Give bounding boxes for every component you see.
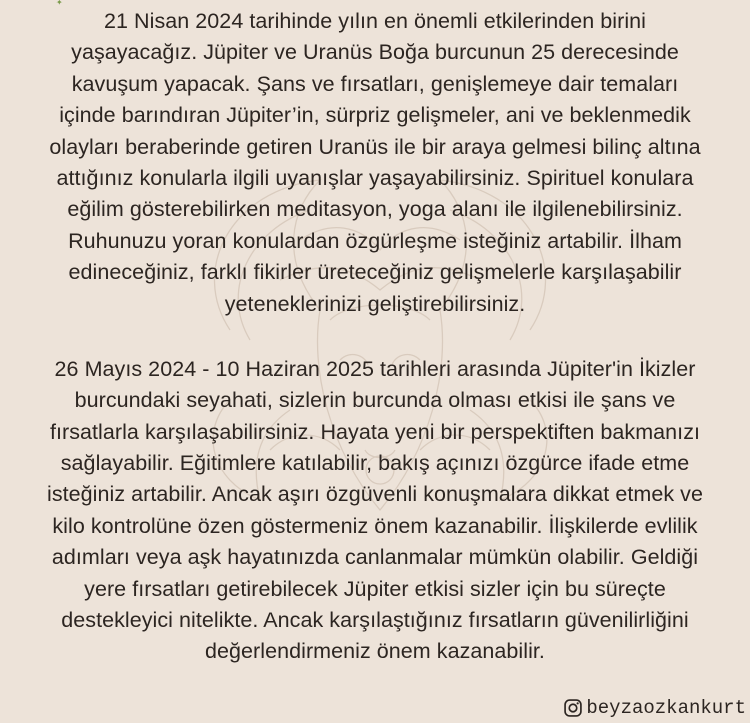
paragraph-line: kilo kontrolüne özen göstermeniz önem kazanabilir. İlişkilerde evlilik xyxy=(52,513,698,538)
paragraph-line: isteğiniz artabilir. Ancak aşırı özgüvenli konuşmalara dikkat etmek ve xyxy=(47,482,703,507)
paragraph-line: içinde barındıran Jüpiter’in, sürpriz gelişmeler, ani ve beklenmedik xyxy=(59,103,691,128)
paragraph-line: edineceğiniz, farklı fikirler üreteceğiniz gelişmelerle karşılaşabilir xyxy=(68,260,682,285)
paragraph-line: adımları veya aşk hayatınızda canlanmalar mümkün olabilir. Geldiği xyxy=(51,545,699,570)
paragraph-divider xyxy=(0,320,750,354)
paragraph-line: 21 Nisan 2024 tarihinde yılın en önemli etkilerinden birini xyxy=(104,9,646,33)
paragraph-line: değerlendirmeniz önem kazanabilir. xyxy=(205,639,545,664)
paragraph-line: eğilim gösterebilirken meditasyon, yoga alanı ile ilgilenebilirsiniz. xyxy=(67,197,683,222)
paragraph-jupiter-uranus xyxy=(0,6,750,320)
paragraph-line: yere fırsatları getirebilecek Jüpiter etkisi sizler için bu süreçte xyxy=(84,576,666,601)
paragraph-line: 26 Mayıs 2024 - 10 Haziran 2025 tarihleri arasında Jüpiter'in İkizler xyxy=(54,356,696,381)
paragraph-line: attığınız konularla ilgili uyanışlar yaşayabilirsiniz. Spirituel konulara xyxy=(56,165,694,190)
horoscope-text xyxy=(0,6,750,668)
paragraph-line: olayları beraberinde getiren Uranüs ile bir araya gelmesi bilinç altına xyxy=(49,134,701,159)
paragraph-line: destekleyici nitelikte. Ancak karşılaştığınız fırsatların güvenilirliğini xyxy=(61,608,689,633)
paragraph-line: burcundaki seyahati, sizlerin burcunda olması etkisi ile şans ve xyxy=(74,388,676,413)
paragraph-line: yaşayacağız. Jüpiter ve Uranüs Boğa burcunun 25 derecesinde xyxy=(71,40,679,65)
paragraph-jupiter-gemini xyxy=(0,354,750,668)
paragraph-line: yeteneklerinizi geliştirebilirsiniz. xyxy=(224,291,526,316)
instagram-handle[interactable] xyxy=(563,697,746,719)
paragraph-line: kavuşum yapacak. Şans ve fırsatları, genişlemeye dair temaları xyxy=(71,71,679,96)
paragraph-line: sağlayabilir. Eğitimlere katılabilir, bakış açınızı özgürce ifade etme xyxy=(60,451,690,476)
decorative-leaf-icon: ✦ xyxy=(56,0,63,7)
instagram-handle-text: beyzaozkankurt xyxy=(586,697,746,719)
instagram-icon xyxy=(563,698,583,718)
paragraph-line: fırsatlarla karşılaşabilirsiniz. Hayata yeni bir perspektiften bakmanızı xyxy=(49,419,701,444)
paragraph-line: Ruhunuzu yoran konulardan özgürleşme isteğiniz artabilir. İlham xyxy=(68,228,682,253)
